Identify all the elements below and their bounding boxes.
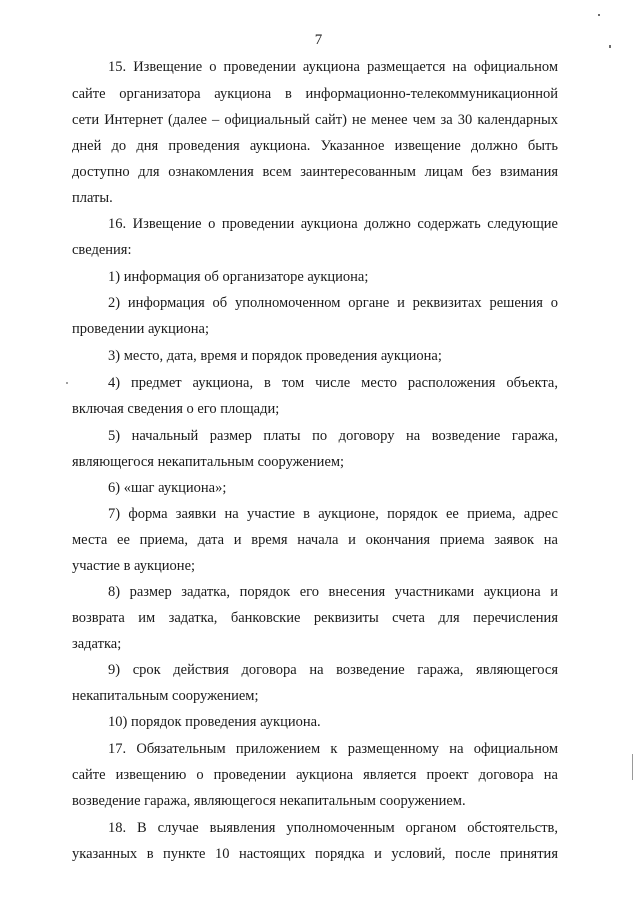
page-number: 7	[314, 32, 323, 48]
scan-speck	[598, 14, 600, 16]
list-item-4-line-2: включая сведения о его площади;	[72, 401, 280, 417]
list-item-2-line-1: 2) информация об уполномоченном органе и реквизитах решения о	[108, 295, 558, 311]
list-item-8-line-2: возврата им задатка, банковские реквизиты счета для перечисления	[72, 610, 558, 626]
list-item-6: 6) «шаг аукциона»;	[108, 480, 227, 496]
paragraph-18-line-2: указанных в пункте 10 настоящих порядка и условий, после принятия	[72, 846, 558, 862]
list-item-8-line-3: задатка;	[72, 636, 122, 652]
paragraph-17-line-1: 17. Обязательным приложением к размещенному на официальном	[108, 741, 558, 757]
list-item-9-line-1: 9) срок действия договора на возведение гаража, являющегося	[108, 662, 558, 678]
list-item-7-line-1: 7) форма заявки на участие в аукционе, порядок ее приема, адрес	[108, 506, 558, 522]
scan-edge-mark	[632, 754, 633, 780]
paragraph-15-line-6: платы.	[72, 190, 113, 206]
paragraph-15-line-2: сайте организатора аукциона в информационно-телекоммуникационной	[72, 86, 558, 102]
list-item-10: 10) порядок проведения аукциона.	[108, 714, 321, 730]
list-item-8-line-1: 8) размер задатка, порядок его внесения участниками аукциона и	[108, 584, 558, 600]
paragraph-18-line-1: 18. В случае выявления уполномоченным органом обстоятельств,	[108, 820, 558, 836]
list-item-4-line-1: 4) предмет аукциона, в том числе место расположения объекта,	[108, 375, 558, 391]
list-item-7-line-3: участие в аукционе;	[72, 558, 196, 574]
paragraph-15-line-4: дней до дня проведения аукциона. Указанное извещение должно быть	[72, 138, 558, 154]
list-item-2-line-2: проведении аукциона;	[72, 321, 209, 337]
list-item-5-line-1: 5) начальный размер платы по договору на возведение гаража,	[108, 428, 558, 444]
list-item-3: 3) место, дата, время и порядок проведения аукциона;	[108, 348, 442, 364]
list-item-9-line-2: некапитальным сооружением;	[72, 688, 259, 704]
list-item-5-line-2: являющегося некапитальным сооружением;	[72, 454, 345, 470]
paragraph-15-line-3: сети Интернет (далее – официальный сайт) не менее чем за 30 календарных	[72, 112, 558, 128]
scan-speck	[609, 45, 611, 48]
list-item-1: 1) информация об организаторе аукциона;	[108, 269, 369, 285]
paragraph-16-line-2: сведения:	[72, 242, 132, 258]
paragraph-15-line-5: доступно для ознакомления всем заинтересованным лицам без взимания	[72, 164, 558, 180]
paragraph-15-line-1: 15. Извещение о проведении аукциона размещается на официальном	[108, 59, 558, 75]
paragraph-17-line-3: возведение гаража, являющегося некапитальным сооружением.	[72, 793, 466, 809]
list-item-7-line-2: места ее приема, дата и время начала и окончания приема заявок на	[72, 532, 558, 548]
scan-speck	[66, 382, 68, 384]
paragraph-16-line-1: 16. Извещение о проведении аукциона должно содержать следующие	[108, 216, 558, 232]
paragraph-17-line-2: сайте извещению о проведении аукциона является проект договора на	[72, 767, 558, 783]
